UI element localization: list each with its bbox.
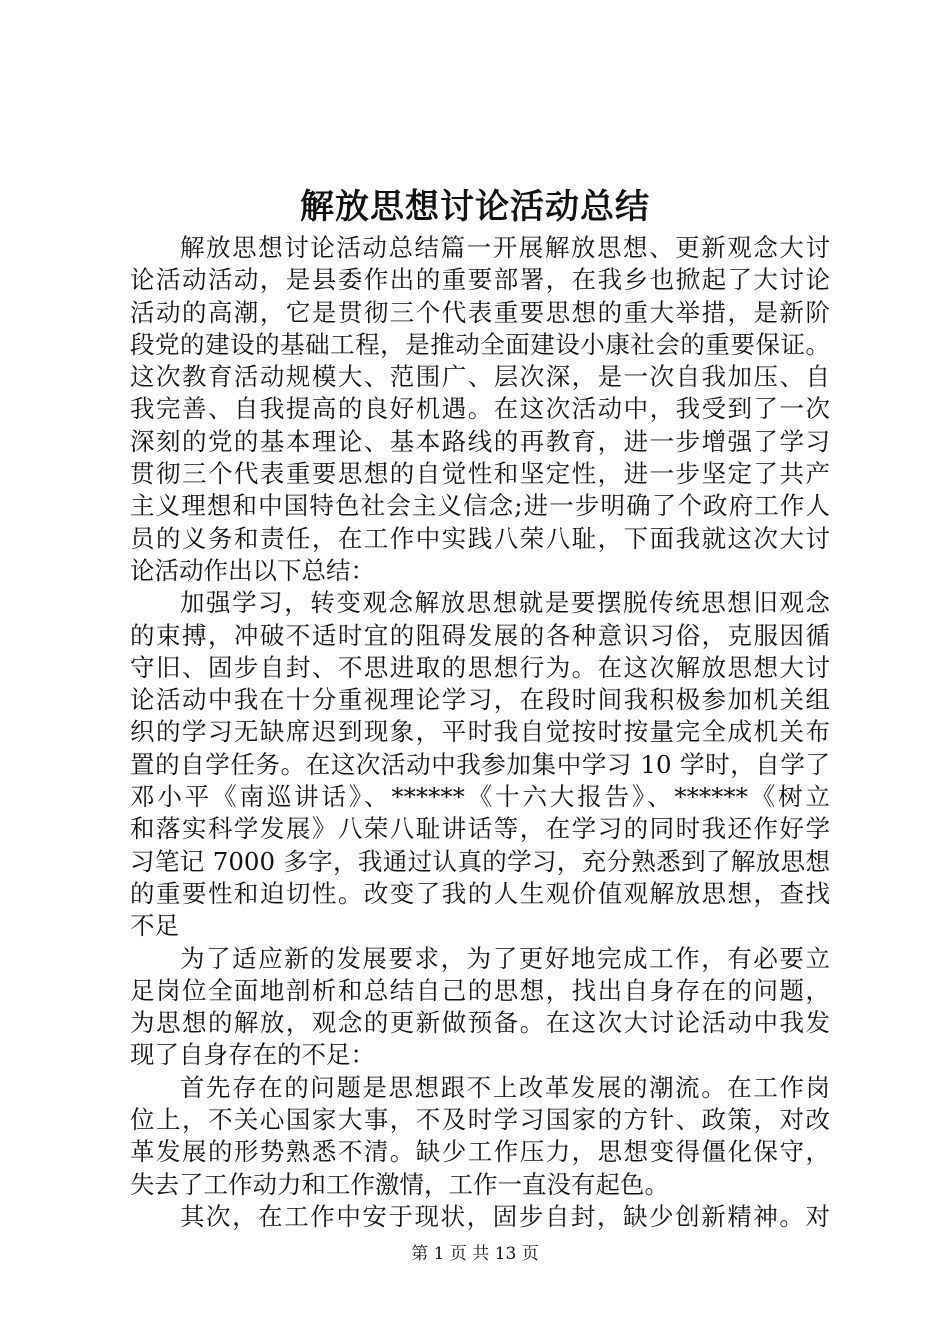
text-line: 这次教育活动规模大、范围广、层次深，是一次自我加压、自	[130, 362, 830, 392]
text-line: 的束搏，冲破不适时宜的阻碍发展的各种意识习俗，克服因循	[130, 620, 830, 650]
paragraph	[130, 1072, 830, 1201]
text-line: 为了适应新的发展要求，为了更好地完成工作，有必要立	[180, 943, 830, 973]
text-line: 活动的高潮，它是贯彻三个代表重要思想的重大举措，是新阶	[130, 297, 830, 327]
text-line: 失去了工作动力和工作激情，工作一直没有起色。	[130, 1169, 669, 1199]
text-line: 和落实科学发展》八荣八耻讲话等，在学习的同时我还作好学	[130, 814, 830, 844]
text-line: 首先存在的问题是思想跟不上改革发展的潮流。在工作岗	[180, 1072, 830, 1102]
text-line: 我完善、自我提高的良好机遇。在这次活动中，我受到了一次	[130, 394, 830, 424]
text-line: 论活动活动，是县委作出的重要部署，在我乡也掀起了大讨论	[130, 265, 830, 295]
text-line: 置的自学任务。在这次活动中我参加集中学习 10 学时，自学了	[130, 749, 830, 779]
text-line: 其次，在工作中安于现状，固步自封，缺少创新精神。对	[180, 1201, 830, 1231]
paragraph	[130, 587, 830, 942]
text-line: 段党的建设的基础工程，是推动全面建设小康社会的重要保证。	[130, 329, 830, 359]
paragraph	[130, 943, 830, 1072]
text-line: 贯彻三个代表重要思想的自觉性和坚定性，进一步坚定了共产	[130, 459, 830, 489]
text-line: 深刻的党的基本理论、基本路线的再教育，进一步增强了学习	[130, 426, 830, 456]
page-footer: 第 1 页 共 13 页	[411, 1244, 539, 1264]
document-body	[130, 232, 830, 1233]
text-line: 不足	[130, 911, 179, 941]
paragraph	[130, 232, 830, 587]
text-line: 的重要性和迫切性。改变了我的人生观价值观解放思想，查找	[130, 878, 830, 908]
paragraph	[130, 1201, 830, 1233]
text-line: 邓小平《南巡讲话》、******《十六大报告》、******《树立	[130, 782, 830, 812]
text-line: 论活动中我在十分重视理论学习，在段时间我积极参加机关组	[130, 685, 830, 715]
text-line: 位上，不关心国家大事，不及时学习国家的方针、政策，对改	[130, 1105, 830, 1135]
text-line: 主义理想和中国特色社会主义信念;进一步明确了个政府工作人	[130, 491, 830, 521]
text-line: 习笔记 7000 多字，我通过认真的学习，充分熟悉到了解放思想	[130, 846, 830, 876]
text-line: 加强学习，转变观念解放思想就是要摆脱传统思想旧观念	[180, 588, 830, 618]
text-line: 守旧、固步自封、不思进取的思想行为。在这次解放思想大讨	[130, 652, 830, 682]
text-line: 现了自身存在的不足：	[130, 1040, 375, 1070]
text-line: 革发展的形势熟悉不清。缺少工作压力，思想变得僵化保守，	[130, 1137, 830, 1167]
text-line: 织的学习无缺席迟到现象，平时我自觉按时按量完全成机关布	[130, 717, 830, 747]
document-title: 解放思想讨论活动总结	[300, 187, 650, 227]
text-line: 解放思想讨论活动总结篇一开展解放思想、更新观念大讨	[180, 233, 830, 262]
text-line: 论活动作出以下总结：	[130, 555, 375, 585]
text-line: 足岗位全面地剖析和总结自己的思想，找出自身存在的问题，	[130, 975, 830, 1005]
text-line: 员的义务和责任，在工作中实践八荣八耻，下面我就这次大讨	[130, 523, 830, 553]
text-line: 为思想的解放，观念的更新做预备。在这次大讨论活动中我发	[130, 1008, 830, 1038]
